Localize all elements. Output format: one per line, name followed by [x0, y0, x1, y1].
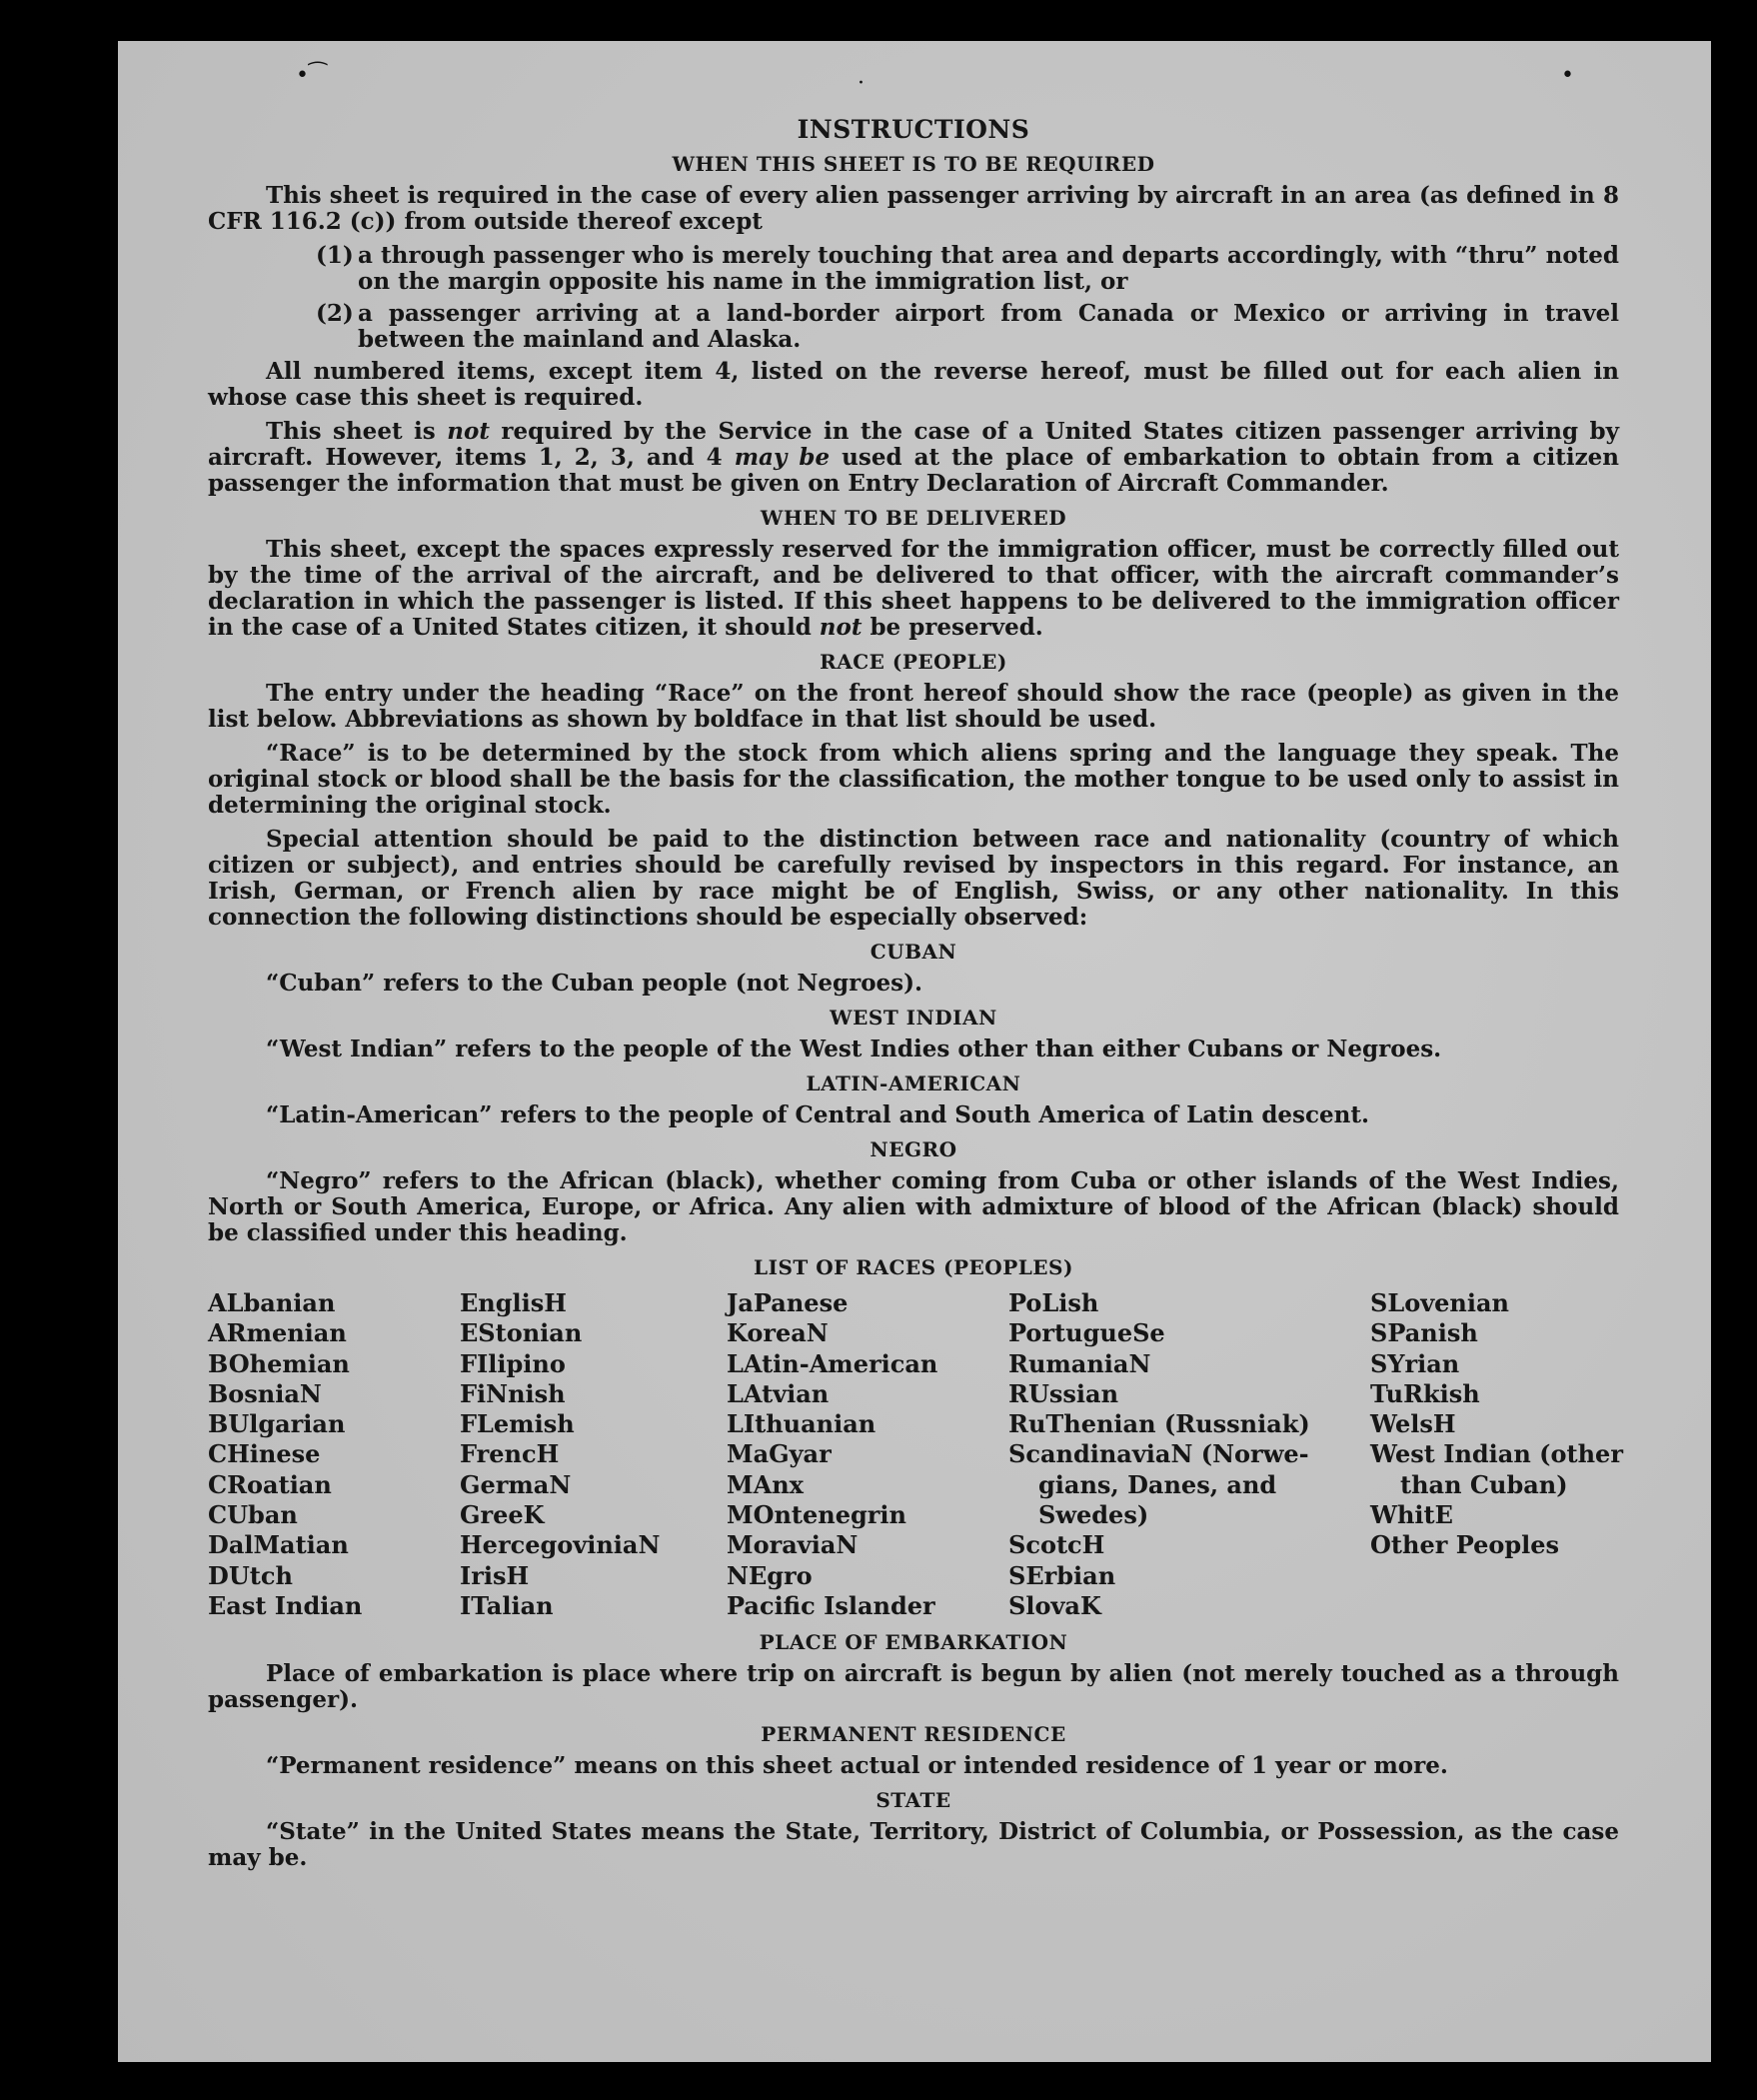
race-entry: CHinese [208, 1439, 321, 1469]
races-column-1 [208, 1288, 460, 1621]
race-entry: IrisH [460, 1560, 530, 1590]
race-entry: East Indian [208, 1590, 363, 1620]
race-entry: JaPanese [727, 1288, 849, 1317]
race-entry: SlovaK [1008, 1590, 1101, 1620]
race-entry: FrencH [460, 1439, 560, 1469]
races-column-3 [727, 1288, 1008, 1621]
paragraph: Special attention should be paid to the distinction between race and nationality (country of which citizen or subject), and entries should be carefully revised by inspectors in this regard. For instance, an Irish, German, or French alien by race might be of English, Swiss, or any other nationality. In this connection the following distinctions should be especially observed: [208, 826, 1619, 931]
definition: “Latin-American” refers to the people of Central and South America of Latin descent. [266, 1101, 1369, 1128]
race-entry: HercegoviniaN [460, 1530, 661, 1560]
scan-mark: · [858, 71, 865, 96]
race-entry: MAnx [727, 1469, 804, 1499]
race-entry: WhitE [1370, 1500, 1453, 1530]
race-entry: TuRkish [1370, 1378, 1480, 1408]
page-title: INSTRUCTIONS [797, 115, 1030, 144]
races-column-5 [1370, 1288, 1623, 1621]
heading-when-required: WHEN THIS SHEET IS TO BE REQUIRED [672, 152, 1155, 176]
race-entry: LAtin-American [727, 1348, 938, 1378]
paragraph: “Negro” refers to the African (black), whether coming from Cuba or other islands of the West Indies, North or South America, Europe, or Africa. Any alien with admixture of blood of the African (black) should be classified under this heading. [208, 1167, 1619, 1246]
race-entry: RuThenian (Russniak) [1008, 1409, 1310, 1439]
race-entry: ITalian [460, 1590, 554, 1620]
heading-negro: NEGRO [870, 1137, 957, 1161]
item-number: (2) [316, 300, 354, 327]
heading-when-delivered: WHEN TO BE DELIVERED [760, 506, 1067, 530]
race-entry: RUssian [1008, 1378, 1119, 1408]
item-text: a through passenger who is merely touching that area and departs accordingly, with “thru” noted on the margin opposite his name in the immigration list, or [358, 242, 1619, 295]
race-entry: LAtvian [727, 1378, 830, 1408]
race-entry: KoreaN [727, 1318, 829, 1348]
heading-place-of-embarkation: PLACE OF EMBARKATION [759, 1630, 1068, 1655]
heading-race: RACE (PEOPLE) [820, 650, 1007, 674]
race-entry: FIlipino [460, 1348, 566, 1378]
paragraph: Place of embarkation is place where trip on aircraft is begun by alien (not merely touched as a through passenger). [208, 1660, 1619, 1714]
race-entry: Other Peoples [1370, 1530, 1560, 1560]
race-entry: PortugueSe [1008, 1318, 1165, 1348]
race-entry: SErbian [1008, 1560, 1116, 1590]
race-entry: BUlgarian [208, 1409, 346, 1439]
race-entry: MoraviaN [727, 1530, 859, 1560]
item-text: a passenger arriving at a land-border airport from Canada or Mexico or arriving in travel between the mainland and Alaska. [358, 300, 1619, 353]
race-entry: NEgro [727, 1560, 813, 1590]
heading-state: STATE [876, 1788, 951, 1813]
race-entry: BosniaN [208, 1378, 322, 1408]
race-entry: LIthuanian [727, 1409, 877, 1439]
race-entry: WelsH [1370, 1409, 1456, 1439]
race-entry: FLemish [460, 1409, 575, 1439]
race-entry: ALbanian [208, 1288, 336, 1317]
race-entry: Pacific Islander [727, 1590, 935, 1620]
race-entry: gians, Danes, and [1038, 1469, 1277, 1499]
paragraph: “Permanent residence” means on this sheet actual or intended residence of 1 year or more. [266, 1752, 1448, 1780]
race-entry: PoLish [1008, 1288, 1099, 1317]
item-number: (1) [316, 242, 354, 269]
race-entry: DalMatian [208, 1530, 349, 1560]
race-entry: than Cuban) [1400, 1469, 1568, 1499]
race-entry: Swedes) [1038, 1500, 1149, 1530]
race-entry: SYrian [1370, 1348, 1460, 1378]
heading-west-indian: WEST INDIAN [830, 1006, 997, 1030]
race-entry: SLovenian [1370, 1288, 1509, 1317]
races-column-4 [1008, 1288, 1370, 1621]
races-column-2 [460, 1288, 727, 1621]
race-entry: MOntenegrin [727, 1500, 906, 1530]
paragraph: All numbered items, except item 4, listed on the reverse hereof, must be filled out for each alien in whose case this sheet is required. [208, 358, 1619, 411]
race-entry: EStonian [460, 1318, 583, 1348]
document-page [118, 41, 1711, 2062]
race-entry: BOhemian [208, 1348, 350, 1378]
race-entry: MaGyar [727, 1439, 832, 1469]
scan-mark: • [1561, 63, 1574, 88]
heading-list-of-races: LIST OF RACES (PEOPLES) [754, 1255, 1073, 1279]
race-entry: SPanish [1370, 1318, 1478, 1348]
instructions-content [208, 115, 1623, 1879]
paragraph: This sheet, except the spaces expressly reserved for the immigration officer, must be correctly filled out by the time of the arrival of the aircraft, and be delivered to that officer, with the aircraft commander’s declaration in which the passenger is listed. If this sheet happens to be delivered to the immigration officer in the case of a United States citizen, it should not be preserved. [208, 536, 1619, 641]
race-entry: West Indian (other [1370, 1439, 1623, 1469]
race-entry: RumaniaN [1008, 1348, 1151, 1378]
heading-latin-american: LATIN-AMERICAN [806, 1071, 1021, 1095]
paragraph: This sheet is not required by the Service in the case of a United States citizen passenger arriving by aircraft. However, items 1, 2, 3, and 4 may be used at the place of embarkation to obtain from a citizen passenger the information that must be given on Entry Declaration of Aircraft Commander. [208, 418, 1619, 497]
race-entry: ARmenian [208, 1318, 347, 1348]
paragraph: “State” in the United States means the State, Territory, District of Columbia, or Possession, as the case may be. [208, 1818, 1619, 1872]
race-entry: ScotcH [1008, 1530, 1105, 1560]
race-entry: GreeK [460, 1500, 545, 1530]
race-entry: FiNnish [460, 1378, 566, 1408]
race-entry: DUtch [208, 1560, 293, 1590]
heading-permanent-residence: PERMANENT RESIDENCE [761, 1722, 1066, 1747]
race-entry: EnglisH [460, 1288, 567, 1317]
paragraph: The entry under the heading “Race” on the front hereof should show the race (people) as given in the list below. Abbreviations as shown by boldface in that list should be used. [208, 680, 1619, 733]
race-entry: ScandinaviaN (Norwe- [1008, 1439, 1309, 1469]
numbered-item [316, 243, 1619, 295]
paragraph: “Race” is to be determined by the stock from which aliens spring and the language they speak. The original stock or blood shall be the basis for the classification, the mother tongue to be used only to assist in determining the original stock. [208, 740, 1619, 819]
definition: “Cuban” refers to the Cuban people (not Negroes). [266, 970, 923, 997]
heading-cuban: CUBAN [870, 940, 957, 964]
definition: “West Indian” refers to the people of the West Indies other than either Cubans or Negroes. [266, 1036, 1442, 1062]
scan-mark: •⁀ [296, 63, 327, 88]
numbered-item [316, 301, 1619, 353]
race-entry: CRoatian [208, 1469, 332, 1499]
paragraph: This sheet is required in the case of every alien passenger arriving by aircraft in an area (as defined in 8 CFR 116.2 (c)) from outside thereof except [208, 182, 1619, 235]
race-entry: CUban [208, 1500, 298, 1530]
race-entry: GermaN [460, 1469, 572, 1499]
races-list [208, 1288, 1623, 1621]
